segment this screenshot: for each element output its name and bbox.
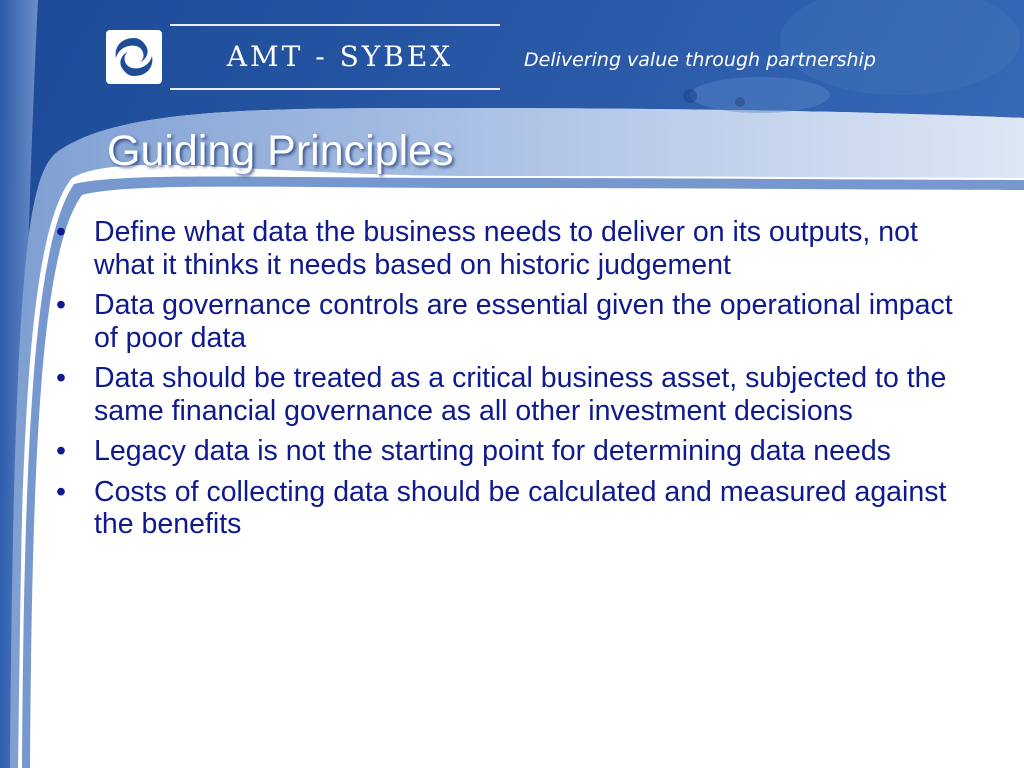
bullet-text: Define what data the business needs to deliver on its outputs, not what it thinks it needs based on historic judgement	[94, 216, 918, 281]
bullet-list	[56, 216, 976, 549]
tagline: Delivering value through partnership	[524, 49, 876, 71]
bullet-item	[56, 435, 976, 468]
bullet-dot-icon: •	[56, 362, 66, 394]
logo-rule-top	[170, 24, 500, 26]
bullet-dot-icon: •	[56, 475, 66, 508]
bullet-item	[56, 289, 976, 354]
logo-rule-bottom	[170, 88, 500, 90]
bullet-text: Data governance controls are essential given the operational impact of poor data	[94, 289, 953, 354]
bullet-item	[56, 216, 976, 281]
bullet-dot-icon: •	[56, 216, 66, 248]
bullet-text: Costs of collecting data should be calculated and measured against the benefits	[94, 475, 947, 540]
logo-mark-icon	[106, 30, 162, 84]
bullet-item	[56, 362, 976, 427]
bullet-dot-icon: •	[56, 435, 66, 467]
company-logo	[106, 22, 506, 94]
bullet-item	[56, 476, 976, 541]
logo-text: AMT - SYBEX	[226, 40, 454, 73]
bullet-text: Legacy data is not the starting point for determining data needs	[94, 435, 891, 467]
bullet-dot-icon: •	[56, 289, 66, 321]
slide-title: Guiding Principles	[107, 127, 454, 175]
bullet-text: Data should be treated as a critical business asset, subjected to the same financial governance as all other investment decisions	[94, 362, 947, 427]
